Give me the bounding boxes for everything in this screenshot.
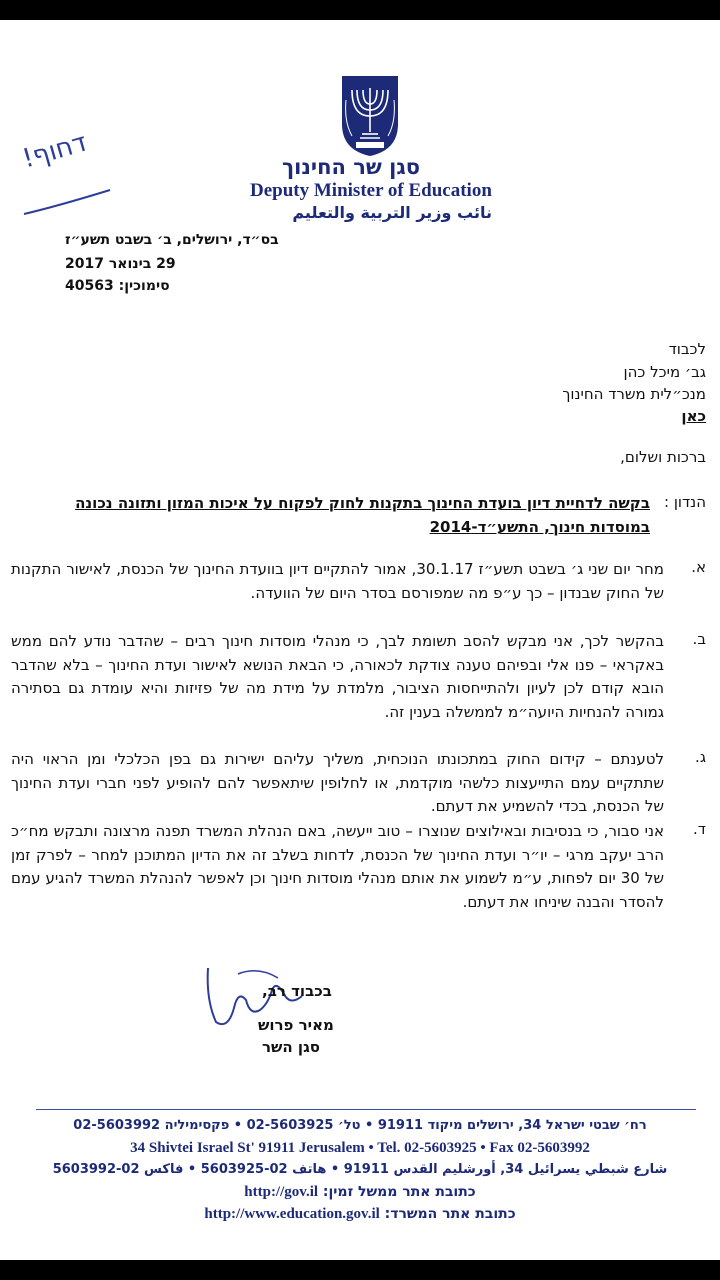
paragraph-text: מחר יום שני ג׳ בשבט תשע״ז 30.1.17, אמור להתקיים דיון בוועדת החינוך של הכנסת, לאישור התקנות של החוק שבנדון – כך ע״פ מה שמפורסם בסדר היום של הוועדה. <box>11 560 664 602</box>
subject-text: בקשה לדחיית דיון בועדת החינוך בתקנות לחוק לפקוח על איכות המזון ותזונה נכונה במוסדות חינוך, התשע״ד-2014 <box>75 494 650 536</box>
recipient-title: מנכ״לית משרד החינוך <box>562 385 706 403</box>
hebrew-date: בס״ד, ירושלים, ב׳ בשבט תשע״ז <box>65 232 279 248</box>
recipient-name: גב׳ מיכל כהן <box>623 363 706 381</box>
paragraph-marker: ד. <box>693 820 706 838</box>
paragraph-marker: א. <box>691 558 706 576</box>
paragraph-marker: ב. <box>692 630 706 648</box>
ministry-site-link[interactable]: http://www.education.gov.il <box>204 1206 380 1222</box>
ministry-site-label: כתובת אתר המשרד: <box>384 1206 516 1222</box>
footer-address-he: רח׳ שבטי ישראל 34, ירושלים מיקוד 91911 • טל׳ 02-5603925 • פקסימיליה 02-5603992 <box>73 1118 647 1133</box>
footer-divider <box>36 1109 696 1110</box>
gov-site-link[interactable]: http://gov.il <box>244 1184 319 1200</box>
greeting: ברכות ושלום, <box>620 448 706 466</box>
english-office-title: Deputy Minister of Education <box>250 180 492 201</box>
paragraph-text: בהקשר לכך, אני מבקש להסב תשומת לבך, כי מנהלי מוסדות חינוך רבים – שהדבר נודע להם ממש באקראי – פנו אלי ובפיהם טענה צודקת לכאורה, כי הבאת הנושא לאישור ועדת החינוך – בלא שהדבר הובא קודם לכן לעיון ולהתייחסות הציבור, מלמדת על מידת מה של פזיזות והיא עומדת גם בסתירה גמורה להנחיות היועה״מ לממשלה בענין זה. <box>11 632 664 721</box>
signer-title: סגן השר <box>262 1038 320 1056</box>
footer-ministry-line <box>0 1206 720 1223</box>
paragraph-d <box>11 820 706 914</box>
reference-number: סימוכין: 40563 <box>65 278 170 294</box>
paragraph-c <box>11 748 706 819</box>
menorah-emblem-icon <box>338 72 402 158</box>
signer-name: מאיר פרוש <box>258 1016 334 1034</box>
gov-site-label: כתובת אתר ממשל זמין: <box>322 1184 476 1200</box>
recipient-here: כאן <box>681 407 706 425</box>
arabic-office-title: نائب وزير التربية والتعليم <box>292 203 492 222</box>
hebrew-office-title: סגן שר החינוך <box>282 155 420 179</box>
paragraph-text: לטענתם – קידום החוק במתכונתו הנוכחית, משליך עליהם ישירות גם בפן הכלכלי ומן הראוי היה שתתקיים עמם התייעצות כלשהי מוקדמת, או לחלופין שיתאפשר להם להופיע לפני חברי ועדת החינוך של הכנסת, בכדי להשמיע את דעתם. <box>11 750 664 815</box>
footer-gov-line <box>0 1184 720 1201</box>
handwritten-note: דחוף! <box>19 127 91 175</box>
letter-page <box>0 20 720 1260</box>
paragraph-a <box>11 558 706 605</box>
footer-address-ar: شارع شبطي يسرائيل 34, أورشليم القدس 91911 • هاتف 02-5603925 • فاكس 02-5603992 <box>52 1162 668 1177</box>
footer-address-en: 34 Shivtei Israel St' 91911 Jerusalem • Tel. 02-5603925 • Fax 02-5603992 <box>130 1140 590 1156</box>
recipient-to: לכבוד <box>668 340 706 358</box>
subject-label: הנדון : <box>664 493 706 511</box>
paragraph-text: אני סבור, כי בנסיבות ובאילוצים שנוצרו – טוב ייעשה, באם הנהלת המשרד תפנה מרצונה ותבקש מח״כ הרב יעקב מרגי – יו״ר ועדת החינוך של הכנסת, לדחות בשלב זה את הדיון המתוכנן למחר – לפרק זמן של 30 יום לפחות, ע״מ לשמוע את אותם מנהלי מוסדות חינוך וכן לאפשר להנהלת המשרד להגיע עמם להסדר והבנה שיניחו את דעתם. <box>11 822 664 911</box>
paragraph-b <box>11 630 706 724</box>
paragraph-marker: ג. <box>695 748 706 766</box>
closing-regards: בכבוד רב, <box>262 982 332 1000</box>
gregorian-date: 29 בינואר 2017 <box>65 256 176 272</box>
